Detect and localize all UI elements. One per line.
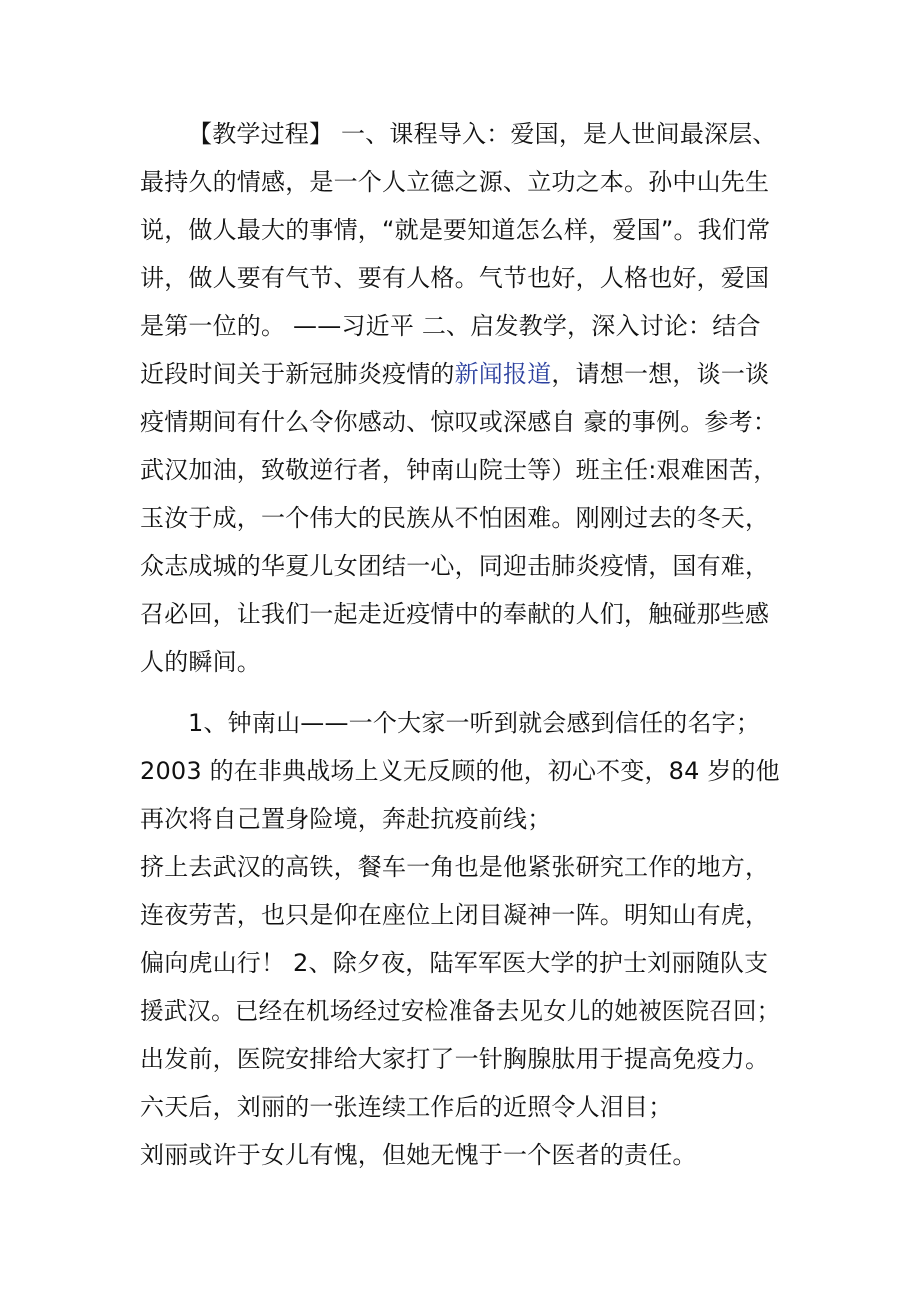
news-report-link[interactable]: 新闻报道 (454, 360, 552, 388)
paragraph-2-line-4: 挤上去武汉的高铁，餐车一角也是他紧张研究工作的地方， (140, 853, 770, 881)
paragraph-2-line-6: 偏向虎山行！ 2、除夕夜，陆军军医大学的护士刘丽随队支 (140, 949, 769, 977)
paragraph-1-line-7: 疫情期间有什么令你感动、惊叹或深感自 豪的事例。参考： (140, 408, 778, 436)
paragraph-1-line-3: 说，做人最大的事情，“就是要知道怎么样，爱国”。我们常 (140, 216, 771, 244)
paragraph-2-line-3: 再次将自己置身险境，奔赴抗疫前线； (140, 805, 552, 833)
paragraph-1-line-4: 讲，做人要有气节、要有人格。气节也好，人格也好，爱国 (140, 264, 770, 292)
line-6-text-before: 近段时间关于新冠肺炎疫情的 (140, 360, 455, 388)
line-6-text-after: ，请想一想，谈一谈 (551, 360, 770, 388)
paragraph-1-line-9: 玉汝于成，一个伟大的民族从不怕困难。刚刚过去的冬天， (140, 504, 770, 532)
paragraph-2-line-10: 刘丽或许于女儿有愧，但她无愧于一个医者的责任。 (140, 1141, 697, 1169)
paragraph-2-line-2: 2003 的在非典战场上义无反顾的他，初心不变，84 岁的他 (140, 757, 780, 785)
paragraph-2-line-5: 连夜劳苦，也只是仰在座位上闭目凝神一阵。明知山有虎， (140, 901, 770, 929)
paragraph-1-line-12: 人的瞬间。 (140, 648, 261, 676)
paragraph-1-line-11: 召必回，让我们一起走近疫情中的奉献的人们，触碰那些感 (140, 600, 770, 628)
paragraph-2-line-1: 1、钟南山——一个大家一听到就会感到信任的名字； (188, 709, 761, 737)
paragraph-2-line-8: 出发前，医院安排给大家打了一针胸腺肽用于提高免疫力。 (140, 1045, 770, 1073)
paragraph-1-line-8: 武汉加油，致敬逆行者，钟南山院士等）班主任:艰难困苦， (140, 456, 778, 484)
paragraph-2-line-7: 援武汉。已经在机场经过安检准备去见女儿的她被医院召回； (140, 997, 781, 1025)
paragraph-1-line-6 (140, 359, 769, 389)
paragraph-1-line-5: 是第一位的。 ——习近平 二、启发教学，深入讨论：结合 (140, 312, 761, 340)
paragraph-1-line-2: 最持久的情感，是一个人立德之源、立功之本。孙中山先生 (140, 168, 770, 196)
paragraph-1-line-10: 众志成城的华夏儿女团结一心，同迎击肺炎疫情，国有难， (140, 552, 770, 580)
paragraph-2-line-9: 六天后，刘丽的一张连续工作后的近照令人泪目； (140, 1093, 673, 1121)
paragraph-1-line-1: 【教学过程】 一、课程导入：爱国，是人世间最深层、 (188, 120, 777, 148)
